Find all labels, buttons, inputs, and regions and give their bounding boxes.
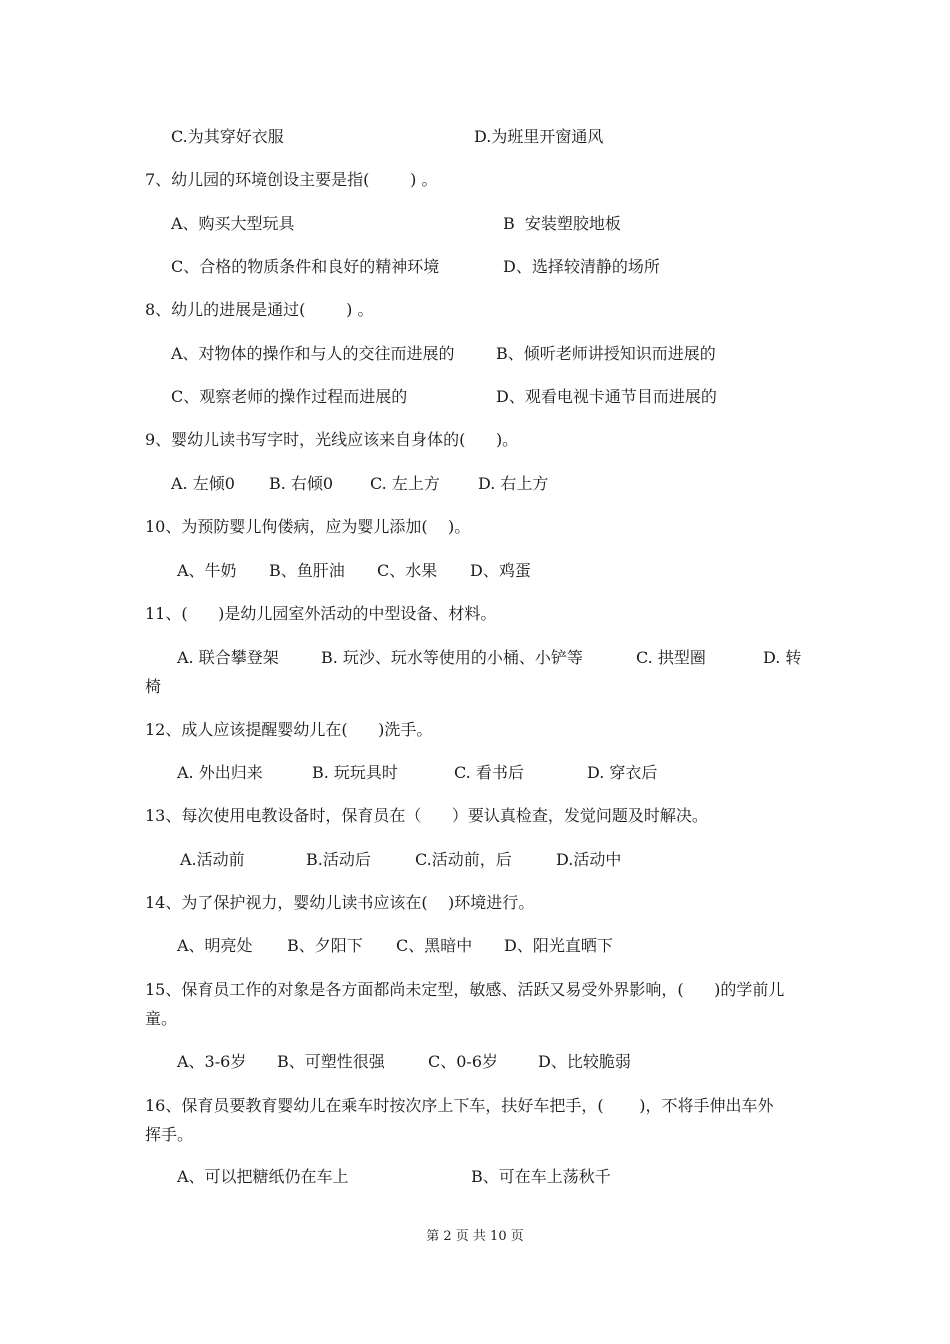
q12-option-a: A. 外出归来 — [177, 763, 263, 782]
q14-option-b: B、夕阳下 — [287, 936, 363, 955]
question-12: 12、成人应该提醒婴幼儿在( )洗手。 — [145, 720, 433, 739]
question-14: 14、为了保护视力，婴幼儿读书应该在( )环境进行。 — [145, 893, 535, 912]
q7-option-c: C、合格的物质条件和良好的精神环境 — [171, 257, 440, 276]
q10-option-b: B、鱼肝油 — [269, 561, 345, 580]
q8-option-d: D、观看电视卡通节目而进展的 — [496, 387, 717, 406]
q9-option-b: B. 右倾0 — [269, 474, 334, 493]
q8-option-c: C、观察老师的操作过程而进展的 — [171, 387, 408, 406]
question-7: 7、幼儿园的环境创设主要是指( ) 。 — [145, 170, 438, 189]
q8-option-b: B、倾听老师讲授知识而进展的 — [496, 344, 716, 363]
q9-option-c: C. 左上方 — [370, 474, 440, 493]
q8-option-a: A、对物体的操作和与人的交往而进展的 — [171, 344, 455, 363]
q11-option-a: A. 联合攀登架 — [177, 648, 279, 667]
q9-option-a: A. 左倾0 — [171, 474, 235, 493]
question-15-continued: 童。 — [145, 1009, 178, 1028]
q11-option-b: B. 玩沙、玩水等使用的小桶、小铲等 — [321, 648, 583, 667]
q15-option-c: C、0-6岁 — [428, 1052, 499, 1071]
q7-option-b: B 安装塑胶地板 — [503, 214, 621, 233]
q14-option-a: A、明亮处 — [177, 936, 253, 955]
q16-option-b: B、可在车上荡秋千 — [471, 1167, 611, 1186]
question-8: 8、幼儿的进展是通过( ) 。 — [145, 300, 374, 319]
q12-option-c: C. 看书后 — [454, 763, 524, 782]
q10-option-c: C、水果 — [377, 561, 438, 580]
q14-option-d: D、阳光直晒下 — [504, 936, 613, 955]
question-11: 11、( )是幼儿园室外活动的中型设备、材料。 — [145, 604, 497, 623]
q11-option-c: C. 拱型圈 — [636, 648, 706, 667]
q12-option-d: D. 穿衣后 — [587, 763, 658, 782]
q7-option-d: D、选择较清静的场所 — [503, 257, 660, 276]
question-10: 10、为预防婴儿佝偻病，应为婴儿添加( )。 — [145, 517, 471, 536]
q10-option-d: D、鸡蛋 — [470, 561, 531, 580]
q10-option-a: A、牛奶 — [177, 561, 237, 580]
q13-option-d: D.活动中 — [556, 850, 622, 869]
q11-option-d-continued: 椅 — [145, 677, 162, 696]
q15-option-d: D、比较脆弱 — [538, 1052, 631, 1071]
q6-option-d: D.为班里开窗通风 — [474, 127, 604, 146]
q15-option-a: A、3-6岁 — [177, 1052, 247, 1071]
q14-option-c: C、黑暗中 — [396, 936, 473, 955]
q9-option-d: D. 右上方 — [478, 474, 549, 493]
page-number-footer: 第 2 页 共 10 页 — [426, 1229, 524, 1244]
question-16: 16、保育员要教育婴幼儿在乘车时按次序上下车，扶好车把手，( )，不将手伸出车外 — [145, 1096, 774, 1115]
q6-option-c: C.为其穿好衣服 — [171, 127, 284, 146]
question-15: 15、保育员工作的对象是各方面都尚未定型，敏感、活跃又易受外界影响，( )的学前儿 — [145, 980, 785, 999]
question-9: 9、婴幼儿读书写字时，光线应该来自身体的( )。 — [145, 430, 519, 449]
question-16-continued: 挥手。 — [145, 1125, 194, 1144]
q13-option-b: B.活动后 — [306, 850, 371, 869]
q7-option-a: A、购买大型玩具 — [171, 214, 295, 233]
q13-option-a: A.活动前 — [180, 850, 245, 869]
q11-option-d: D. 转 — [763, 648, 802, 667]
q13-option-c: C.活动前，后 — [415, 850, 512, 869]
q16-option-a: A、可以把糖纸仍在车上 — [177, 1167, 349, 1186]
q15-option-b: B、可塑性很强 — [277, 1052, 385, 1071]
q12-option-b: B. 玩玩具时 — [312, 763, 398, 782]
question-13: 13、每次使用电教设备时，保育员在（ ）要认真检查，发觉问题及时解决。 — [145, 806, 708, 825]
